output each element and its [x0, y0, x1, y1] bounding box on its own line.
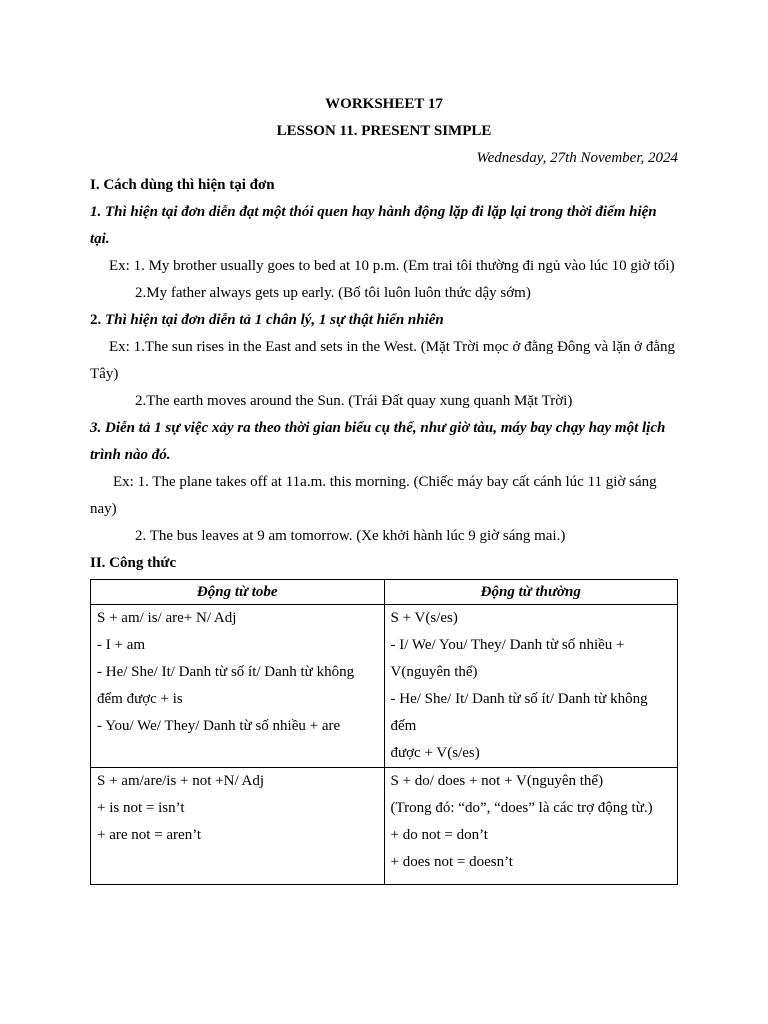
cell-line: (Trong đó: “do”, “does” là các trợ động từ.) — [390, 800, 653, 816]
formula-table — [90, 579, 678, 885]
negative-tobe-cell — [91, 768, 385, 885]
header-regular-verb: Động từ thường — [384, 580, 678, 605]
table-row — [91, 605, 678, 768]
use3-example1-line2: nay) — [90, 501, 117, 517]
cell-line: V(nguyên thể) — [390, 664, 478, 680]
cell-line: - You/ We/ They/ Danh từ số nhiều + are — [97, 718, 341, 734]
use1-example2: 2.My father always gets up early. (Bố tôi luôn luôn thức dậy sớm) — [135, 285, 531, 301]
table-row — [91, 768, 678, 885]
cell-line: + do not = don’t — [390, 827, 488, 843]
worksheet-title: WORKSHEET 17 — [325, 96, 443, 112]
use2-title-text: Thì hiện tại đơn diễn tả 1 chân lý, 1 sự thật hiển nhiên — [101, 312, 444, 328]
use3-title-line1: 3. Diễn tả 1 sự việc xảy ra theo thời gian biểu cụ thể, như giờ tàu, máy bay chạy hay một lịch — [90, 420, 666, 436]
cell-line: - I/ We/ You/ They/ Danh từ số nhiều + — [390, 637, 625, 653]
section1-heading: I. Cách dùng thì hiện tại đơn — [90, 177, 275, 193]
cell-line: đếm được + is — [97, 691, 183, 707]
use2-title-number: 2. — [90, 312, 102, 328]
use3-example2: 2. The bus leaves at 9 am tomorrow. (Xe khởi hành lúc 9 giờ sáng mai.) — [135, 528, 566, 544]
cell-line: S + am/are/is + not +N/ Adj — [97, 773, 265, 789]
cell-line: - I + am — [97, 637, 146, 653]
cell-line: - He/ She/ It/ Danh từ số ít/ Danh từ không đếm — [390, 691, 648, 734]
use3-example1-line1: Ex: 1. The plane takes off at 11a.m. this morning. (Chiếc máy bay cất cánh lúc 11 giờ sáng — [113, 474, 657, 490]
cell-line: được + V(s/es) — [390, 745, 480, 761]
use2-example1-line2: Tây) — [90, 366, 119, 382]
use3-title-line2: trình nào đó. — [90, 447, 171, 463]
negative-regular-cell — [384, 768, 678, 885]
cell-line: + does not = doesn’t — [390, 854, 513, 870]
cell-line: - He/ She/ It/ Danh từ số ít/ Danh từ không — [97, 664, 355, 680]
worksheet-page — [90, 91, 678, 885]
date-line: Wednesday, 27th November, 2024 — [476, 150, 678, 166]
cell-line: S + am/ is/ are+ N/ Adj — [97, 610, 237, 626]
affirmative-tobe-cell — [91, 605, 385, 768]
use1-title-line2: tại. — [90, 231, 110, 247]
cell-line: S + V(s/es) — [390, 610, 458, 626]
cell-line: + is not = isn’t — [97, 800, 185, 816]
use2-example2: 2.The earth moves around the Sun. (Trái Đất quay xung quanh Mặt Trời) — [135, 393, 573, 409]
lesson-title: LESSON 11. PRESENT SIMPLE — [276, 123, 492, 139]
cell-line: + are not = aren’t — [97, 827, 202, 843]
table-header-row — [91, 580, 678, 605]
section2-heading: II. Công thức — [90, 555, 177, 571]
use2-title — [90, 307, 678, 334]
affirmative-regular-cell — [384, 605, 678, 768]
cell-line: S + do/ does + not + V(nguyên thể) — [390, 773, 604, 789]
use1-title-line1: 1. Thì hiện tại đơn diễn đạt một thói quen hay hành động lặp đi lặp lại trong thời điểm hiện — [90, 204, 657, 220]
use2-example1-line1: Ex: 1.The sun rises in the East and sets in the West. (Mặt Trời mọc ở đằng Đông và lặn ở đằng — [109, 339, 675, 355]
header-tobe: Động từ tobe — [91, 580, 385, 605]
use1-example1: Ex: 1. My brother usually goes to bed at 10 p.m. (Em trai tôi thường đi ngủ vào lúc 10 giờ tối) — [109, 258, 675, 274]
